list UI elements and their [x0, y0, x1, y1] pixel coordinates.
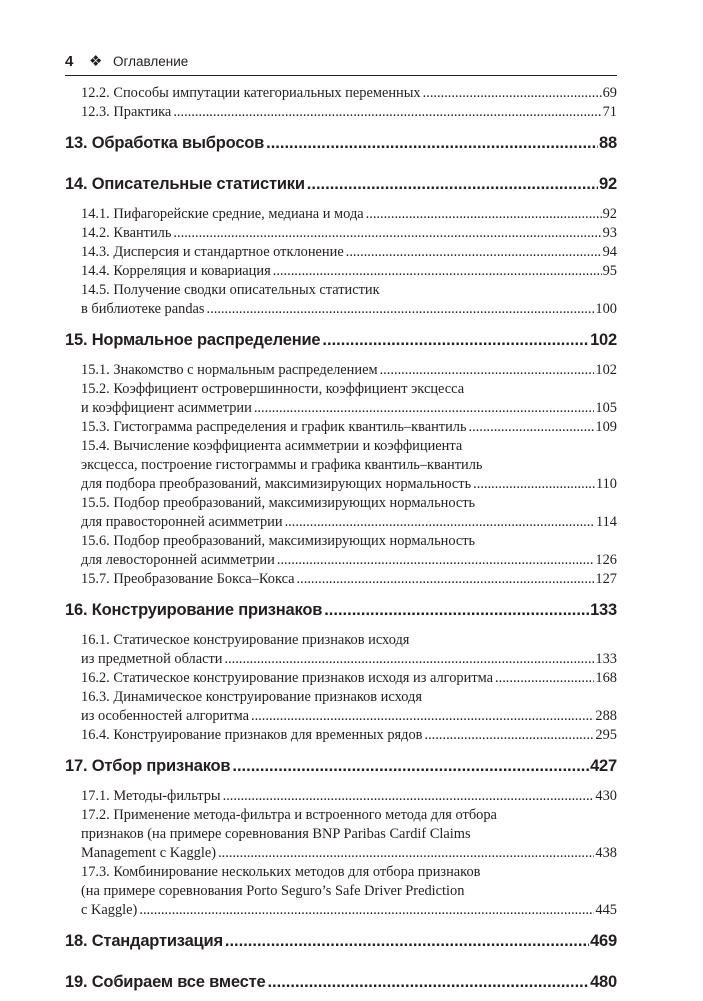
- section-title-line: 14.5. Получение сводки описательных статистик: [81, 282, 380, 298]
- section-page-number: 92: [602, 206, 617, 222]
- toc-section[interactable]: [65, 84, 617, 103]
- toc-chapter[interactable]: [65, 134, 617, 163]
- section-title-line: 15.7. Преобразование Бокса–Кокса: [81, 571, 295, 587]
- chapter-title: 15. Нормальное распределение: [65, 331, 321, 349]
- section-title-line: 17.1. Методы-фильтры: [81, 788, 221, 804]
- section-page-number: 288: [595, 708, 617, 724]
- toc-section[interactable]: [65, 243, 617, 262]
- toc-chapter[interactable]: [65, 331, 617, 360]
- toc-chapter[interactable]: [65, 601, 617, 630]
- section-title-line: 15.2. Коэффициент островершинности, коэффициент эксцесса: [81, 381, 465, 397]
- dot-leader: [495, 669, 594, 688]
- section-page-number: 94: [602, 244, 617, 260]
- section-title-line: эксцесса, построение гистограммы и графика квантиль–квантиль: [81, 457, 483, 473]
- toc-section[interactable]: [65, 669, 617, 688]
- section-page-number: 93: [602, 225, 617, 241]
- section-title-line: с Kaggle): [81, 902, 138, 918]
- section-title-line: в библиотеке pandas: [81, 301, 205, 317]
- section-page-number: 69: [602, 85, 617, 101]
- toc-section[interactable]: [65, 262, 617, 281]
- dot-leader: [254, 399, 595, 418]
- section-title-line: (на примере соревнования Porto Seguro’s Safe Driver Prediction: [81, 883, 465, 899]
- section-page-number: 95: [602, 263, 617, 279]
- section-title-line: для подбора преобразований, максимизирующих нормальность: [81, 476, 472, 492]
- section-title-line: и коэффициент асимметрии: [81, 400, 252, 416]
- section-title-line: 16.2. Статическое конструирование признаков исходя из алгоритма: [81, 670, 494, 686]
- toc-section[interactable]: [65, 806, 617, 863]
- toc-chapter[interactable]: [65, 757, 617, 786]
- dot-leader: [307, 175, 598, 194]
- toc-section[interactable]: [65, 205, 617, 224]
- chapter-title: 14. Описательные статистики: [65, 175, 305, 193]
- chapter-page-number: 480: [590, 973, 617, 991]
- toc-section[interactable]: [65, 437, 617, 494]
- dot-leader: [380, 361, 595, 380]
- dot-leader: [251, 707, 594, 726]
- chapter-page-number: 88: [599, 134, 617, 152]
- section-page-number: 295: [595, 727, 617, 743]
- toc-chapter[interactable]: [65, 973, 617, 1001]
- section-title-line: из особенностей алгоритма: [81, 708, 249, 724]
- toc-chapter[interactable]: [65, 932, 617, 961]
- table-of-contents: [65, 84, 617, 1001]
- toc-section[interactable]: [65, 361, 617, 380]
- dot-leader: [322, 331, 589, 350]
- section-page-number: 430: [595, 788, 617, 804]
- section-page-number: 445: [595, 902, 617, 918]
- section-page-number: 133: [595, 651, 617, 667]
- section-page-number: 127: [595, 571, 617, 587]
- dot-leader: [424, 726, 594, 745]
- section-page-number: 438: [595, 845, 617, 861]
- toc-section[interactable]: [65, 787, 617, 806]
- dot-leader: [173, 103, 601, 122]
- dot-leader: [297, 570, 595, 589]
- dot-leader: [139, 901, 594, 920]
- section-title-line: 17.2. Применение метода-фильтра и встроенного метода для отбора: [81, 807, 497, 823]
- section-title-line: 15.3. Гистограмма распределения и график квантиль–квантиль: [81, 419, 467, 435]
- toc-section[interactable]: [65, 494, 617, 532]
- toc-section[interactable]: [65, 224, 617, 243]
- section-title-line: из предметной области: [81, 651, 223, 667]
- dot-leader: [173, 224, 601, 243]
- section-page-number: 100: [595, 301, 617, 317]
- toc-section[interactable]: [65, 726, 617, 745]
- dot-leader: [469, 418, 595, 437]
- section-page-number: 110: [595, 476, 617, 492]
- toc-section[interactable]: [65, 863, 617, 920]
- chapter-page-number: 102: [590, 331, 617, 349]
- dot-leader: [346, 243, 602, 262]
- section-page-number: 71: [602, 104, 617, 120]
- dot-leader: [267, 973, 589, 992]
- chapter-title: 16. Конструирование признаков: [65, 601, 323, 619]
- dot-leader: [324, 601, 589, 620]
- toc-chapter[interactable]: [65, 175, 617, 204]
- section-title-line: 17.3. Комбинирование нескольких методов для отбора признаков: [81, 864, 481, 880]
- chapter-title: 17. Отбор признаков: [65, 757, 231, 775]
- toc-section[interactable]: [65, 570, 617, 589]
- dot-leader: [285, 513, 595, 532]
- chapter-page-number: 427: [590, 757, 617, 775]
- toc-section[interactable]: [65, 532, 617, 570]
- running-header: [65, 50, 617, 76]
- section-page-number: 168: [595, 670, 617, 686]
- dot-leader: [224, 650, 594, 669]
- dot-leader: [473, 475, 595, 494]
- section-page-number: 102: [595, 362, 617, 378]
- chapter-title: 13. Обработка выбросов: [65, 134, 265, 152]
- chapter-page-number: 469: [590, 932, 617, 950]
- section-page-number: 109: [595, 419, 617, 435]
- running-title: Оглавление: [113, 54, 189, 69]
- chapter-page-number: 92: [599, 175, 617, 193]
- chapter-page-number: 133: [590, 601, 617, 619]
- section-page-number: 114: [595, 514, 617, 530]
- section-title-line: 16.3. Динамическое конструирование признаков исходя: [81, 689, 422, 705]
- section-title-line: для правосторонней асимметрии: [81, 514, 283, 530]
- dot-leader: [366, 205, 602, 224]
- section-title-line: 15.1. Знакомство с нормальным распределением: [81, 362, 378, 378]
- dot-leader: [223, 787, 595, 806]
- section-title-line: 16.1. Статическое конструирование признаков исходя: [81, 632, 410, 648]
- chapter-title: 18. Стандартизация: [65, 932, 223, 950]
- section-title-line: 15.4. Вычисление коэффициента асимметрии и коэффициента: [81, 438, 463, 454]
- toc-section[interactable]: [65, 281, 617, 319]
- section-title-line: 16.4. Конструирование признаков для временных рядов: [81, 727, 423, 743]
- section-title-line: Management с Kaggle): [81, 845, 217, 861]
- dot-leader: [273, 262, 602, 281]
- dot-leader: [207, 300, 595, 319]
- section-title-line: 14.3. Дисперсия и стандартное отклонение: [81, 244, 344, 260]
- toc-section[interactable]: [65, 688, 617, 726]
- dot-leader: [423, 84, 602, 103]
- section-page-number: 126: [595, 552, 617, 568]
- section-title-line: 12.2. Способы импутации категориальных переменных: [81, 85, 421, 101]
- section-title-line: 12.3. Практика: [81, 104, 172, 120]
- dot-leader: [225, 932, 589, 951]
- section-title-line: 15.5. Подбор преобразований, максимизирующих нормальность: [81, 495, 476, 511]
- chapter-title: 19. Собираем все вместе: [65, 973, 266, 991]
- dot-leader: [232, 757, 589, 776]
- dot-leader: [277, 551, 595, 570]
- toc-section[interactable]: [65, 380, 617, 418]
- section-title-line: 14.4. Корреляция и ковариация: [81, 263, 271, 279]
- dot-leader: [266, 134, 598, 153]
- section-title-line: признаков (на примере соревнования BNP Paribas Cardif Claims: [81, 826, 471, 842]
- section-title-line: 14.2. Квантиль: [81, 225, 172, 241]
- toc-section[interactable]: [65, 418, 617, 437]
- dot-leader: [218, 844, 594, 863]
- section-title-line: для левосторонней асимметрии: [81, 552, 275, 568]
- ornament-icon: ❖: [89, 52, 103, 70]
- section-title-line: 14.1. Пифагорейские средние, медиана и мода: [81, 206, 364, 222]
- toc-section[interactable]: [65, 103, 617, 122]
- page-number: 4: [65, 53, 74, 70]
- section-title-line: 15.6. Подбор преобразований, максимизирующих нормальность: [81, 533, 476, 549]
- section-page-number: 105: [595, 400, 617, 416]
- toc-section[interactable]: [65, 631, 617, 669]
